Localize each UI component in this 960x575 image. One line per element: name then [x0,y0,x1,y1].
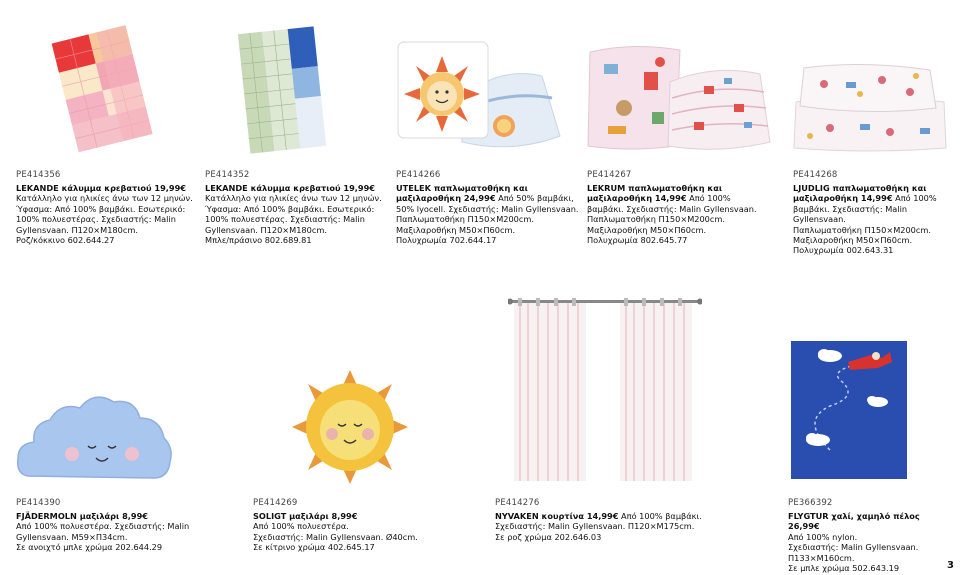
product-name: SOLIGT μαξιλάρι 8,99€ [253,511,358,521]
product-code: PE414352 [205,170,250,180]
product-image-fjadermoln [14,388,174,484]
product-description: UTELEK παπλωματοθήκη και μαξιλαροθήκη 24,99€ Από 50% βαμβάκι, 50% lyocell. Σχεδιαστής: Malin Gyllensvaan. Παπλωματοθήκη Π150×Μ200cm. Μαξιλαροθήκη Μ50×Π60cm. Πολυχρωμία 702.644.17 [396,183,579,246]
product-description: FJÄDERMOLN μαξιλάρι 8,99€ Από 100% πολυεστέρα. Σχεδιαστής: Malin Gyllensvaan. Μ59×Π34cm. Σε ανοιχτό μπλε χρώμα 202.644.29 [16,511,190,553]
product-description: LEKANDE κάλυμμα κρεβατιού 19,99€ Κατάλληλο για ηλικίες άνω των 12 μηνών. Ύφασμα: Από 100% βαμβάκι. Εσωτερικό: 100% πολυεστέρας. Σχεδιαστής: Malin Gyllensvaan. Π120×Μ180cm. Ροζ/κόκκινο 602.644.27 [16,183,193,246]
product-image-lekande-blue [232,20,332,160]
product-name: UTELEK παπλωματοθήκη και [396,183,528,193]
product-description: LEKRUM παπλωματοθήκη και μαξιλαροθήκη 14,99€ Από 100% βαμβάκι. Σχεδιαστής: Malin Gyllensvaan. Παπλωματοθήκη Π150×Μ200cm. Μαξιλαροθήκη Μ50×Π60cm. Πολυχρωμία 802.645.77 [587,183,757,246]
product-description: LJUDLIG παπλωματοθήκη και μαξιλαροθήκη 14,99€ Από 100% βαμβάκι. Σχεδιαστής: Malin Gyllensvaan. Παπλωματοθήκη Π150×Μ200cm. Μαξιλαροθήκη Μ50×Π60cm. Πολυχρωμία 002.643.31 [793,183,937,256]
page-number: 3 [947,560,954,571]
product-code: PE414268 [793,170,838,180]
product-image-ljudlig [790,62,950,154]
product-code: PE414266 [396,170,441,180]
product-name: FLYGTUR χαλί, χαμηλό πέλος 26,99€ [788,511,920,532]
product-code: PE414356 [16,170,61,180]
product-code: PE414276 [495,498,540,508]
product-description: FLYGTUR χαλί, χαμηλό πέλος 26,99€ Από 100% nylon. Σχεδιαστής: Malin Gyllensvaan. Π133×Μ160cm. Σε μπλε χρώμα 502.643.19 [788,511,920,574]
product-image-lekrum [584,42,774,154]
product-image-nyvaken [508,296,702,482]
product-code: PE366392 [788,498,833,508]
product-description: SOLIGT μαξιλάρι 8,99€ Από 100% πολυεστέρα. Σχεδιαστής: Malin Gyllensvaan. Ø40cm. Σε κίτρινο χρώμα 402.645.17 [253,511,418,553]
product-image-flygtur [790,340,908,480]
product-name: FJÄDERMOLN μαξιλάρι 8,99€ [16,511,148,521]
product-image-soligt [290,368,410,486]
product-name: LEKANDE κάλυμμα κρεβατιού 19,99€ [16,183,186,193]
product-code: PE414390 [16,498,61,508]
product-name: LEKRUM παπλωματοθήκη και [587,183,723,193]
product-description: LEKANDE κάλυμμα κρεβατιού 19,99€ Κατάλληλο για ηλικίες άνω των 12 μηνών. Ύφασμα: Από 100% βαμβάκι. Εσωτερικό: 100% πολυεστέρας. Σχεδιαστής: Malin Gyllensvaan. Π120×Μ180cm. Μπλε/πράσινο 802.689.81 [205,183,382,246]
product-name: NYVAKEN κουρτίνα 14,99€ [495,511,619,521]
product-code: PE414267 [587,170,632,180]
product-image-utelek [392,36,562,154]
product-image-lekande-pink [50,18,160,158]
product-code: PE414269 [253,498,298,508]
product-name: LEKANDE κάλυμμα κρεβατιού 19,99€ [205,183,375,193]
product-name: LJUDLIG παπλωματοθήκη και [793,183,927,193]
product-description: NYVAKEN κουρτίνα 14,99€ Από 100% βαμβάκι. Σχεδιαστής: Malin Gyllensvaan. Π120×Μ175cm. Σε ροζ χρώμα 202.646.03 [495,511,702,542]
